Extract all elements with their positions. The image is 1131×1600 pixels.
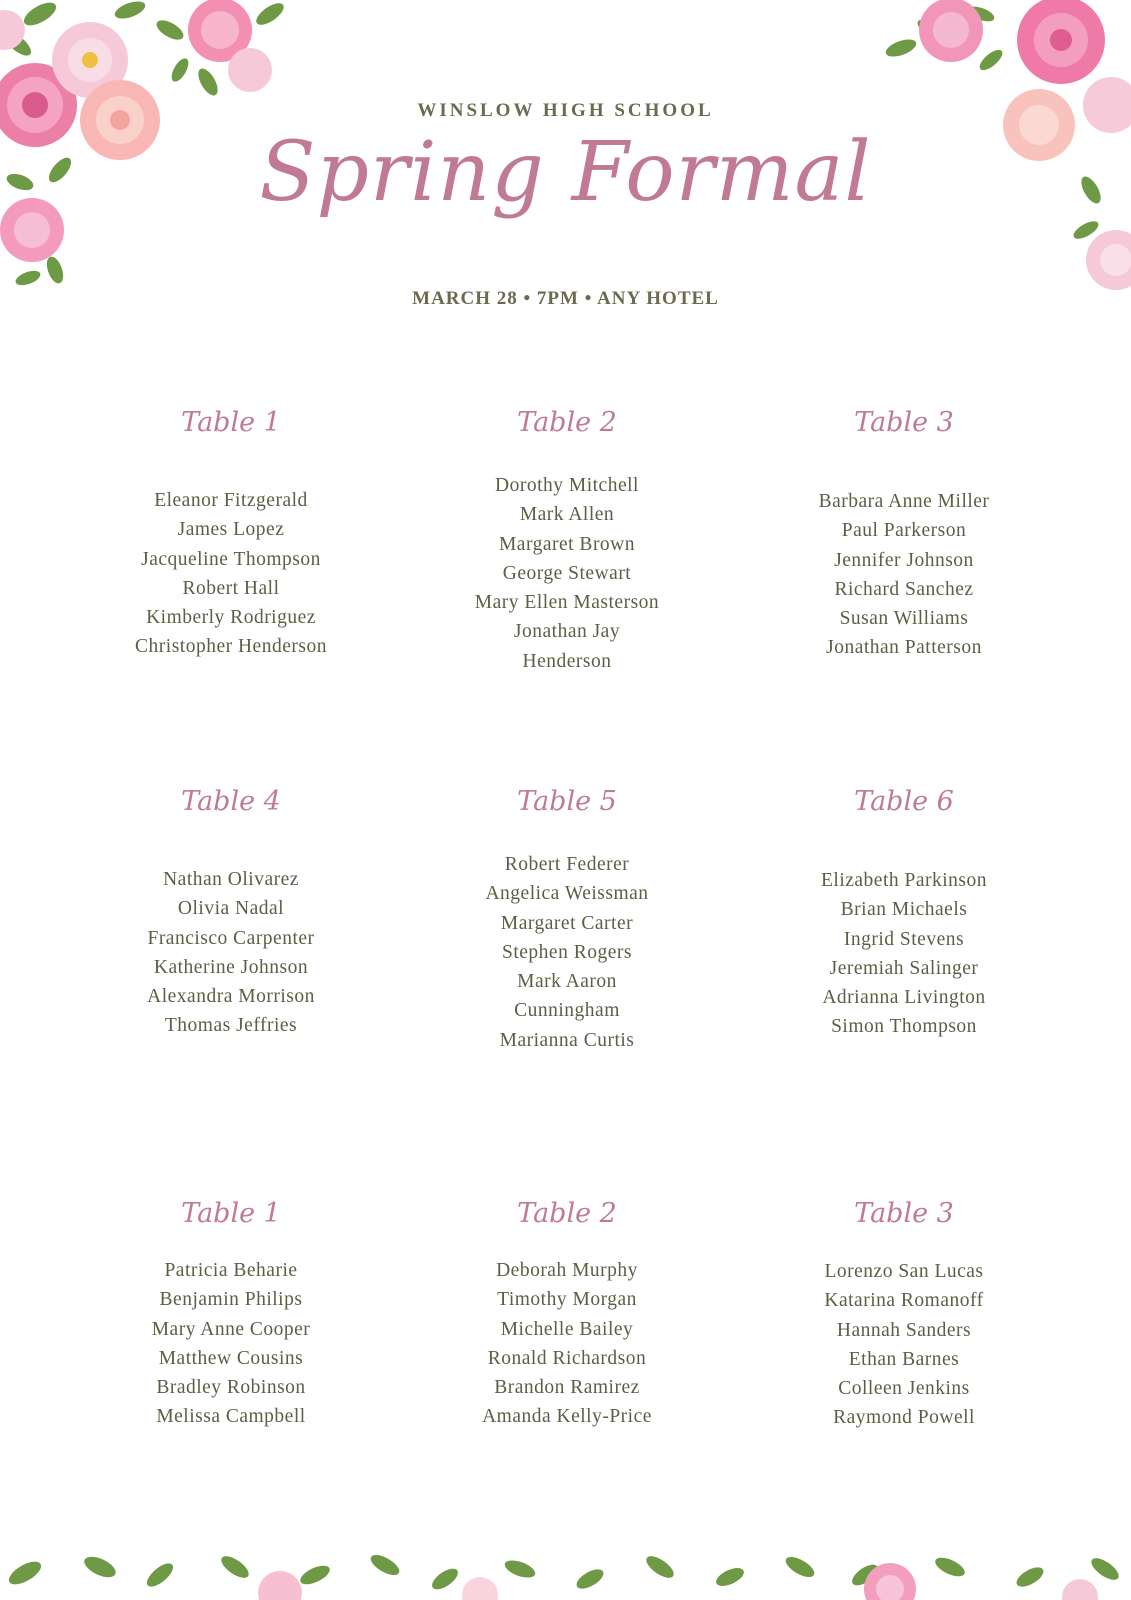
guest-name: Hannah Sanders xyxy=(836,1319,972,1341)
guest-name: Elizabeth Parkinson xyxy=(820,870,987,891)
guest-name: Katherine Johnson xyxy=(153,956,309,978)
guest-name: Christopher Henderson xyxy=(135,636,327,658)
guest-name: Mark Aaron xyxy=(517,971,617,993)
guest-name: Thomas Jeffries xyxy=(164,1015,298,1037)
guest-name: Francisco Carpenter xyxy=(147,927,315,949)
guest-name: Jennifer Johnson xyxy=(834,549,974,571)
guest-name: Patricia Beharie xyxy=(164,1260,298,1281)
guest-list xyxy=(397,471,737,676)
guest-name: Ronald Richardson xyxy=(487,1347,647,1369)
guest-name: Henderson xyxy=(522,650,612,672)
guest-name: Kimberly Rodriguez xyxy=(146,607,316,629)
guest-name: Matthew Cousins xyxy=(158,1347,304,1369)
guest-name: Ethan Barnes xyxy=(848,1348,960,1370)
guest-name: Paul Parkerson xyxy=(841,520,967,542)
guest-name: Bradley Robinson xyxy=(156,1377,306,1399)
table-card xyxy=(397,784,737,1051)
table-heading: Table 3 xyxy=(854,1198,954,1229)
guest-name: Robert Hall xyxy=(182,577,280,599)
guest-name: Simon Thompson xyxy=(831,1016,977,1038)
guest-name: Alexandra Morrison xyxy=(147,986,315,1008)
guest-name: Richard Sanchez xyxy=(834,578,974,600)
event-title: Spring Formal xyxy=(259,125,872,220)
guest-name: Mary Ellen Masterson xyxy=(474,592,660,614)
table-card xyxy=(61,784,401,1037)
table-card xyxy=(734,1196,1074,1429)
guest-list xyxy=(734,866,1074,1042)
table-heading: Table 1 xyxy=(181,1198,281,1229)
guest-name: James Lopez xyxy=(177,519,285,541)
guest-list xyxy=(61,865,401,1041)
guest-name: Jeremiah Salinger xyxy=(829,957,979,979)
guest-name: Timothy Morgan xyxy=(497,1289,637,1311)
guest-name: Colleen Jenkins xyxy=(838,1378,970,1400)
table-card xyxy=(61,405,401,658)
guest-name: Barbara Anne Miller xyxy=(818,491,990,512)
guest-name: Nathan Olivarez xyxy=(163,869,299,890)
guest-name: Jonathan Patterson xyxy=(826,637,982,659)
flower-border-bottom xyxy=(0,1545,1131,1600)
guest-list xyxy=(397,850,737,1055)
guest-list xyxy=(734,1257,1074,1433)
table-heading: Table 2 xyxy=(517,407,617,438)
guest-name: Marianna Curtis xyxy=(499,1029,635,1051)
table-card xyxy=(61,1196,401,1428)
guest-name: Margaret Brown xyxy=(498,533,636,555)
guest-name: Katarina Romanoff xyxy=(824,1290,984,1312)
table-heading: Table 1 xyxy=(181,407,281,438)
guest-name: Olivia Nadal xyxy=(177,898,285,920)
guest-name: Michelle Bailey xyxy=(500,1318,634,1340)
table-heading: Table 5 xyxy=(517,786,617,817)
table-heading: Table 2 xyxy=(517,1198,617,1229)
table-heading: Table 6 xyxy=(854,786,954,817)
guest-name: George Stewart xyxy=(502,562,632,584)
guest-name: Robert Federer xyxy=(504,854,630,875)
guest-name: Brandon Ramirez xyxy=(494,1377,640,1399)
table-card xyxy=(734,405,1074,659)
guest-name: Brian Michaels xyxy=(840,899,968,921)
guest-name: Raymond Powell xyxy=(833,1407,975,1429)
guest-name: Margaret Carter xyxy=(500,912,634,934)
guest-name: Amanda Kelly-Price xyxy=(482,1406,652,1428)
guest-name: Susan Williams xyxy=(839,608,969,630)
guest-name: Mark Allen xyxy=(519,504,615,526)
guest-name: Eleanor Fitzgerald xyxy=(154,490,308,511)
table-heading: Table 4 xyxy=(181,786,281,817)
guest-name: Benjamin Philips xyxy=(159,1289,303,1311)
table-card xyxy=(397,1196,737,1428)
guest-name: Jonathan Jay xyxy=(513,621,621,643)
guest-name: Jacqueline Thompson xyxy=(141,548,321,570)
guest-name: Deborah Murphy xyxy=(496,1260,638,1281)
guest-name: Ingrid Stevens xyxy=(843,928,965,950)
guest-list xyxy=(397,1256,737,1432)
guest-name: Lorenzo San Lucas xyxy=(824,1261,984,1282)
guest-list xyxy=(734,487,1074,663)
guest-list xyxy=(61,1256,401,1432)
guest-name: Cunningham xyxy=(514,1000,620,1022)
table-card xyxy=(397,405,737,672)
event-details: MARCH 28 • 7PM • ANY HOTEL xyxy=(412,288,719,309)
guest-name: Adrianna Livington xyxy=(822,987,986,1009)
guest-name: Mary Anne Cooper xyxy=(151,1318,311,1340)
guest-list xyxy=(61,486,401,662)
guest-name: Dorothy Mitchell xyxy=(495,475,639,496)
guest-name: Angelica Weissman xyxy=(485,883,649,905)
guest-name: Stephen Rogers xyxy=(502,941,632,963)
table-heading: Table 3 xyxy=(854,407,954,438)
guest-name: Melissa Campbell xyxy=(156,1406,306,1428)
school-name: WINSLOW HIGH SCHOOL xyxy=(417,100,714,121)
table-card xyxy=(734,784,1074,1038)
